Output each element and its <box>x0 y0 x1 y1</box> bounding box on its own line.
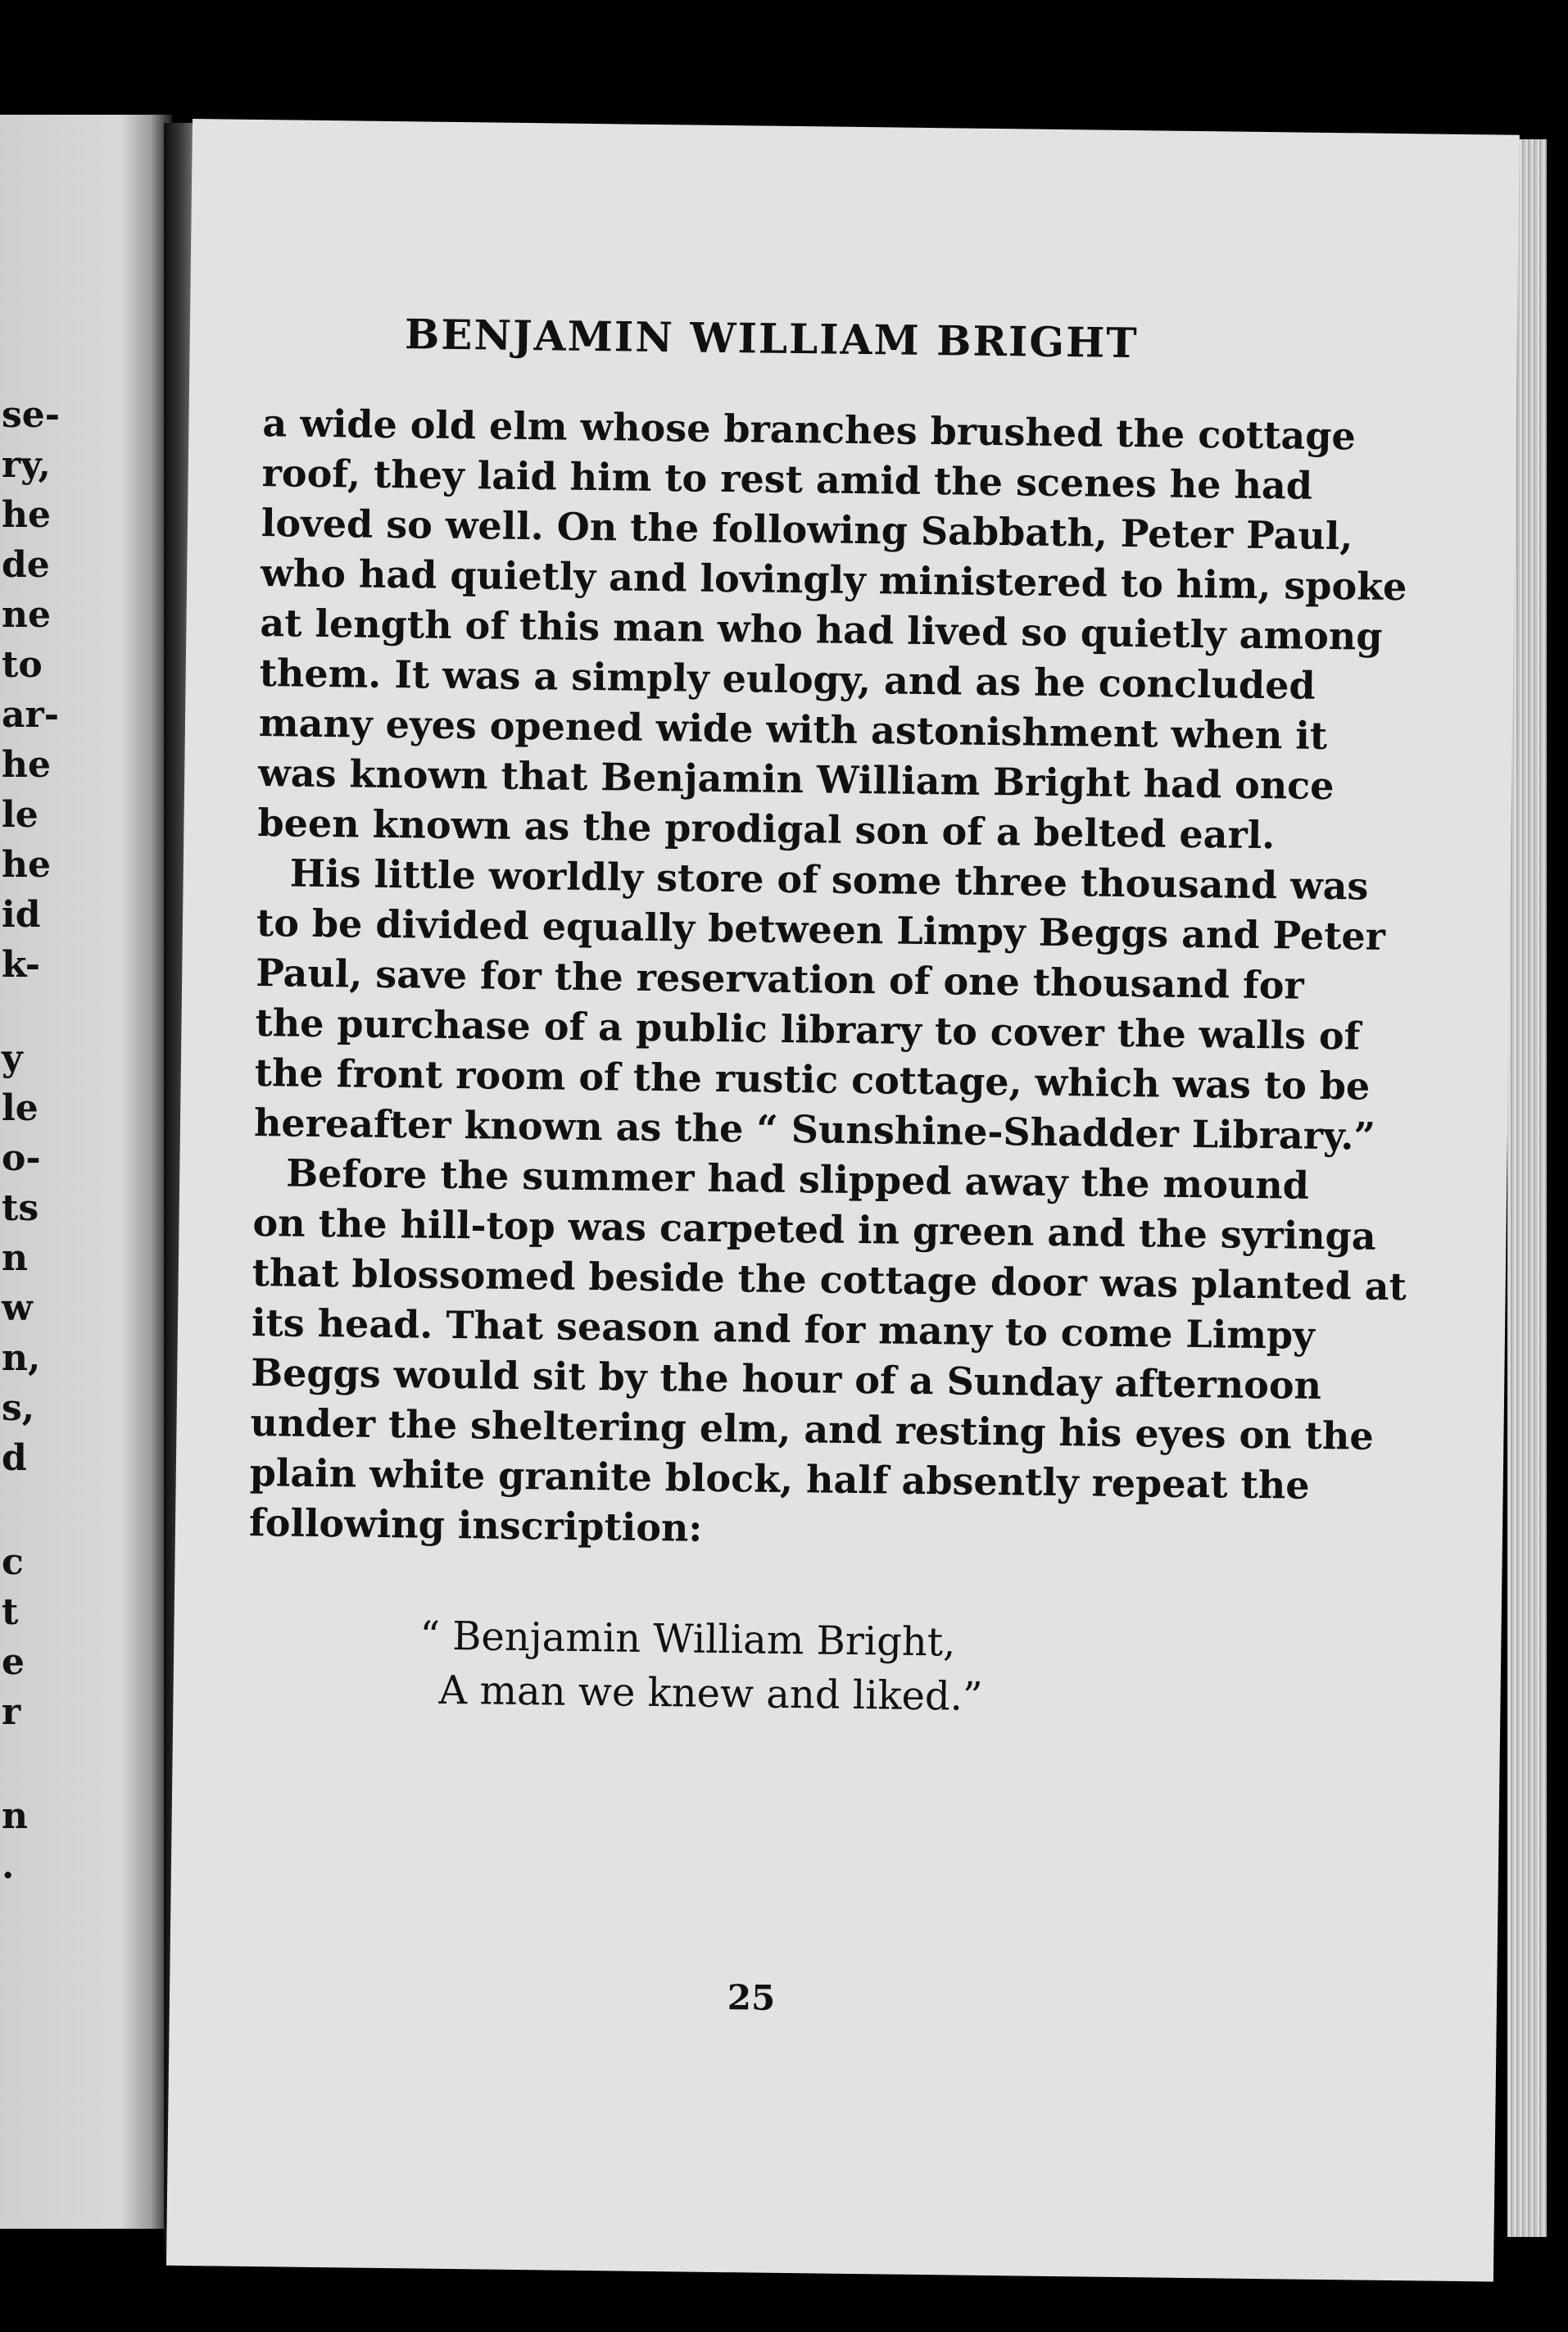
facing-page-fragment: t <box>2 1591 19 1633</box>
facing-page-fragment: se- <box>2 394 61 436</box>
facing-page-fragment: e <box>2 1641 25 1683</box>
facing-page-fragment: ry, <box>2 444 51 486</box>
inscription-line: “ Benjamin William Bright, <box>419 1613 956 1666</box>
text-line: roof, they laid him to rest amid the scenes he had <box>261 451 1313 508</box>
text-line: under the sheltering elm, and resting his eyes on the <box>250 1400 1374 1459</box>
page-number: 25 <box>727 1977 776 2018</box>
paragraph <box>257 398 1407 860</box>
text-line: who had quietly and lovingly ministered to him, spoke <box>260 551 1407 610</box>
page-content <box>248 120 1407 2018</box>
text-line: its head. That season and for many to come Limpy <box>251 1300 1316 1358</box>
text-line: Before the summer had slipped away the mound <box>285 1150 1310 1208</box>
text-line: Paul, save for the reservation of one thousand for <box>255 950 1305 1008</box>
book-page <box>166 119 1520 2282</box>
facing-page-fragment: he <box>2 744 51 786</box>
facing-page-fragment: he <box>2 494 51 536</box>
facing-page-fragment: c <box>2 1541 24 1583</box>
facing-page-fragment: le <box>2 1087 39 1129</box>
text-line: was known that Benjamin William Bright had once <box>257 751 1335 809</box>
text-line: following inscription: <box>248 1499 703 1550</box>
facing-page-fragment: n <box>2 1237 28 1279</box>
facing-page-fragment: ne <box>2 594 51 636</box>
text-line: them. It was a simply eulogy, and as he concluded <box>259 651 1316 708</box>
text-line: at length of this man who had lived so quietly among <box>260 601 1383 659</box>
text-line: on the hill-top was carpeted in green and the syringa <box>252 1200 1376 1259</box>
facing-page-fragment: w <box>2 1287 33 1329</box>
facing-page-fragment: . <box>2 1845 15 1887</box>
text-line: His little worldly store of some three thousand was <box>289 851 1369 909</box>
text-line: the purchase of a public library to cover the walls of <box>255 1000 1361 1059</box>
facing-page-fragment: id <box>2 894 41 936</box>
epitaph-inscription <box>419 1609 984 1724</box>
text-line: been known as the prodigal son of a belted earl. <box>257 801 1276 858</box>
text-line: Beggs would sit by the hour of a Sunday afternoon <box>250 1350 1322 1408</box>
facing-page-fragment: le <box>2 794 39 836</box>
facing-page-fragment: y <box>2 1037 23 1079</box>
inscription-line: A man we knew and liked.” <box>438 1667 983 1720</box>
text-line: the front room of the rustic cottage, which was to be <box>254 1050 1371 1109</box>
text-line: hereafter known as the “ Sunshine-Shadder Library.” <box>253 1100 1376 1159</box>
facing-page-fragment: ts <box>2 1187 39 1229</box>
text-line: a wide old elm whose branches brushed the cottage <box>262 401 1357 459</box>
facing-page-fragment: he <box>2 844 51 886</box>
facing-page-fragment: ar- <box>2 694 59 736</box>
paragraph <box>253 848 1386 1160</box>
facing-page-fragment: n <box>2 1795 28 1837</box>
paragraph <box>248 1148 1407 1560</box>
text-line: many eyes opened wide with astonishment when it <box>258 701 1328 758</box>
text-line: loved so well. On the following Sabbath, Peter Paul, <box>261 501 1353 559</box>
facing-page <box>0 115 172 2229</box>
facing-page-fragment: de <box>2 544 50 586</box>
text-line: plain white granite block, half absently repeat the <box>249 1450 1310 1508</box>
facing-page-fragment: r <box>2 1691 21 1733</box>
running-head: BENJAMIN WILLIAM BRIGHT <box>404 310 1139 368</box>
facing-page-fragment: o- <box>2 1137 41 1179</box>
facing-page-fragment: d <box>2 1437 27 1479</box>
facing-page-fragment: n, <box>2 1337 41 1379</box>
facing-page-fragment: to <box>2 644 43 686</box>
facing-page-fragment: s, <box>2 1387 35 1429</box>
facing-page-fragment: k- <box>2 944 40 986</box>
text-line: that blossomed beside the cottage door was planted at <box>252 1250 1407 1309</box>
text-line: to be divided equally between Limpy Beggs and Peter <box>256 901 1386 959</box>
